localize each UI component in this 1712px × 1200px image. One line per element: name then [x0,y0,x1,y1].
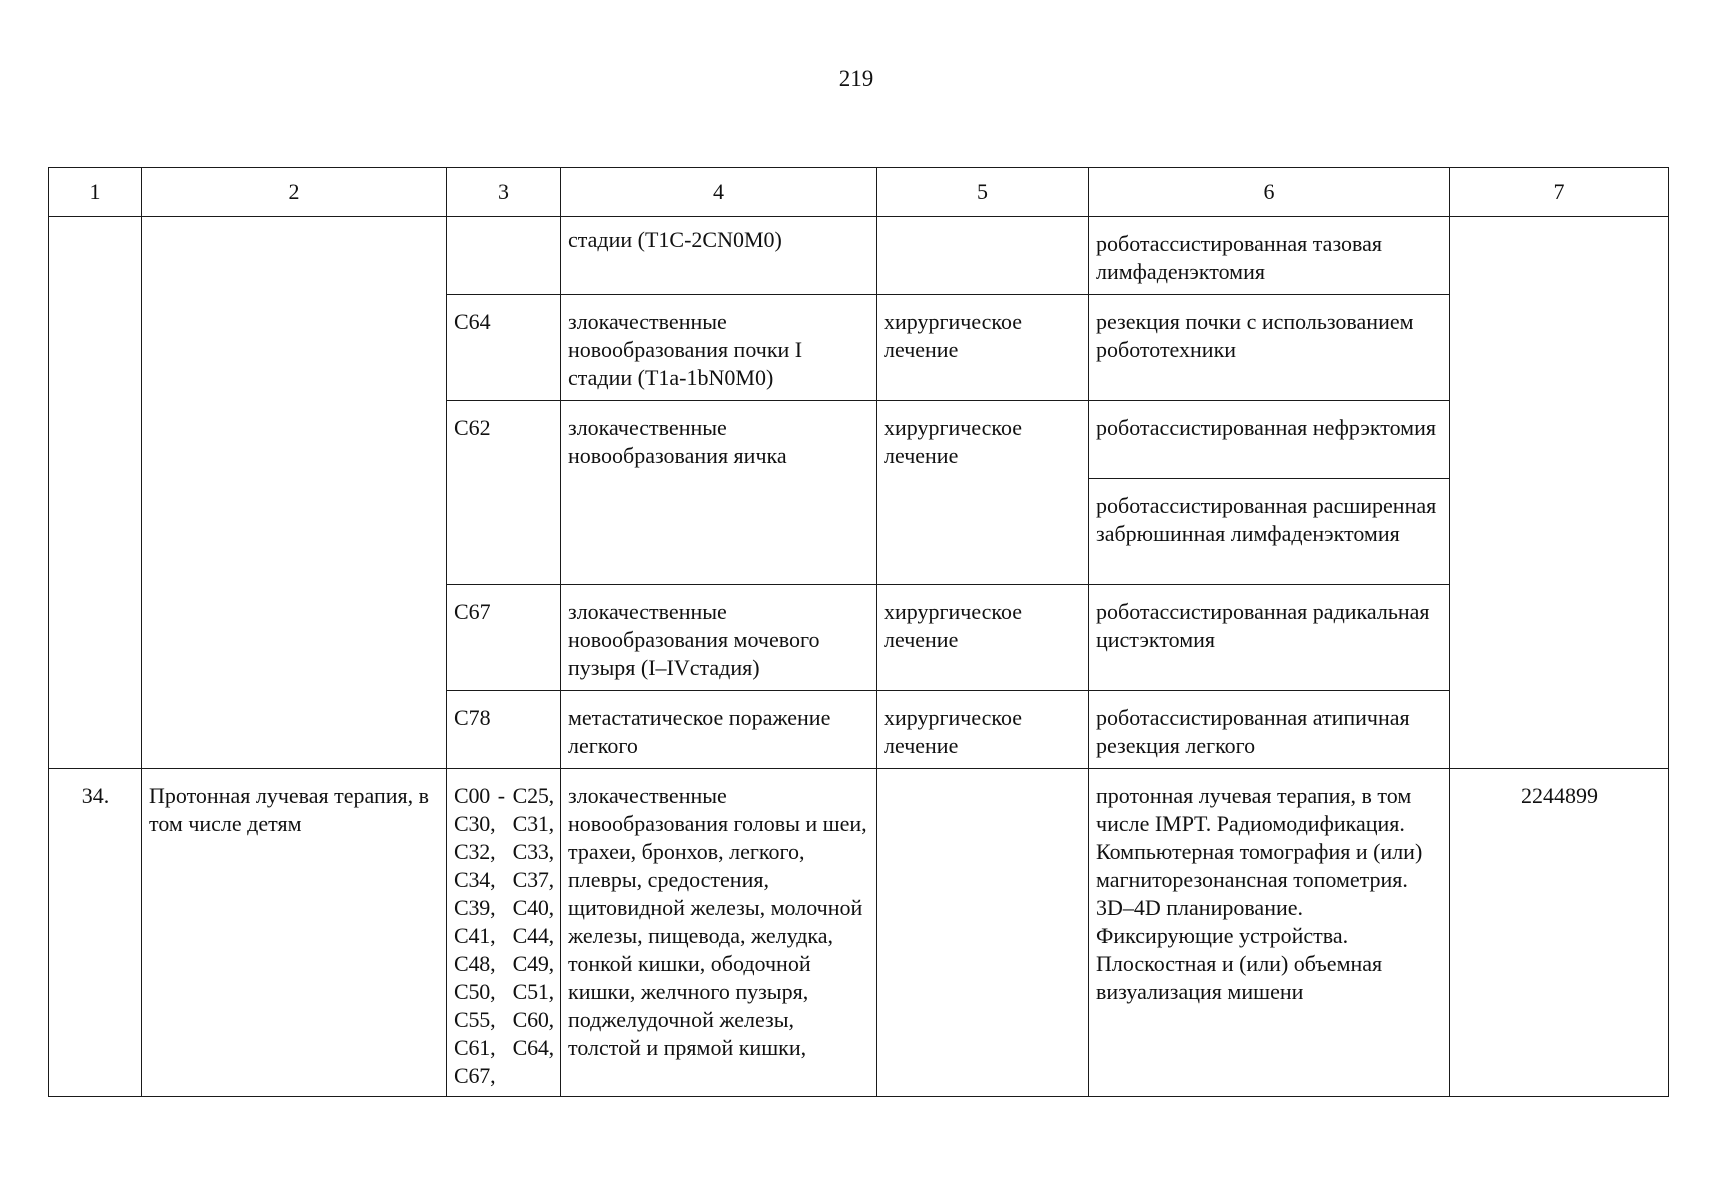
column-number: 6 [1089,168,1450,217]
column-number: 4 [561,168,877,217]
diagnosis-cell: злокачественные новообразования мочевого пузыря (I–IVстадия) [561,585,877,691]
column-number: 3 [447,168,561,217]
diagnosis-cell: стадии (T1C-2CN0M0) [561,217,877,295]
column-number: 7 [1450,168,1669,217]
icd-code-cell: C67 [447,585,561,691]
row-number-cell: 34. [49,769,142,1097]
icd-code-cell: C78 [447,691,561,769]
medical-care-table [48,167,1669,1097]
icd-code-cell [447,217,561,295]
row-number-cell [49,217,142,769]
table-row [49,217,1669,295]
method-cell: роботассистированная нефрэктомия [1089,401,1450,479]
column-number-row [49,168,1669,217]
column-number: 1 [49,168,142,217]
treatment-cell [877,217,1089,295]
column-number: 5 [877,168,1089,217]
treatment-cell: хирургическое лечение [877,585,1089,691]
method-cell: роботассистированная радикальная цистэктомия [1089,585,1450,691]
diagnosis-cell: злокачественные новообразования почки I стадии (T1a-1bN0M0) [561,295,877,401]
care-type-cell: Протонная лучевая терапия, в том числе детям [142,769,447,1097]
diagnosis-cell: злокачественные новообразования яичка [561,401,877,585]
method-cell: роботассистированная расширенная забрюшинная лимфаденэктомия [1089,479,1450,585]
icd-code-cell: C64 [447,295,561,401]
icd-code-cell: C62 [447,401,561,585]
treatment-cell: хирургическое лечение [877,691,1089,769]
cost-cell: 2244899 [1450,769,1669,1097]
diagnosis-cell: метастатическое поражение легкого [561,691,877,769]
method-cell: резекция почки с использованием робототехники [1089,295,1450,401]
treatment-cell: хирургическое лечение [877,401,1089,585]
icd-code-cell: C00 - C25, C30, C31, C32, C33, C34, C37, C39, C40, C41, C44, C48, C49, C50, C51, C55, C60, C61, C64, C67, [447,769,561,1097]
care-type-cell [142,217,447,769]
method-cell: роботассистированная тазовая лимфаденэктомия [1089,217,1450,295]
table-row [49,769,1669,1097]
cost-cell [1450,217,1669,769]
method-cell: протонная лучевая терапия, в том числе IMPT. Радиомодификация. Компьютерная томография и (или) магниторезонансная топометрия. 3D–4D планирование. Фиксирующие устройства. Плоскостная и (или) объемная визуализация мишени [1089,769,1450,1097]
column-number: 2 [142,168,447,217]
diagnosis-cell: злокачественные новообразования головы и шеи, трахеи, бронхов, легкого, плевры, средостения, щитовидной железы, молочной железы, пищевода, желудка, тонкой кишки, ободочной кишки, желчного пузыря, поджелудочной железы, толстой и прямой кишки, [561,769,877,1097]
page-number: 219 [838,66,874,91]
treatment-cell: хирургическое лечение [877,295,1089,401]
method-cell: роботассистированная атипичная резекция легкого [1089,691,1450,769]
treatment-cell [877,769,1089,1097]
